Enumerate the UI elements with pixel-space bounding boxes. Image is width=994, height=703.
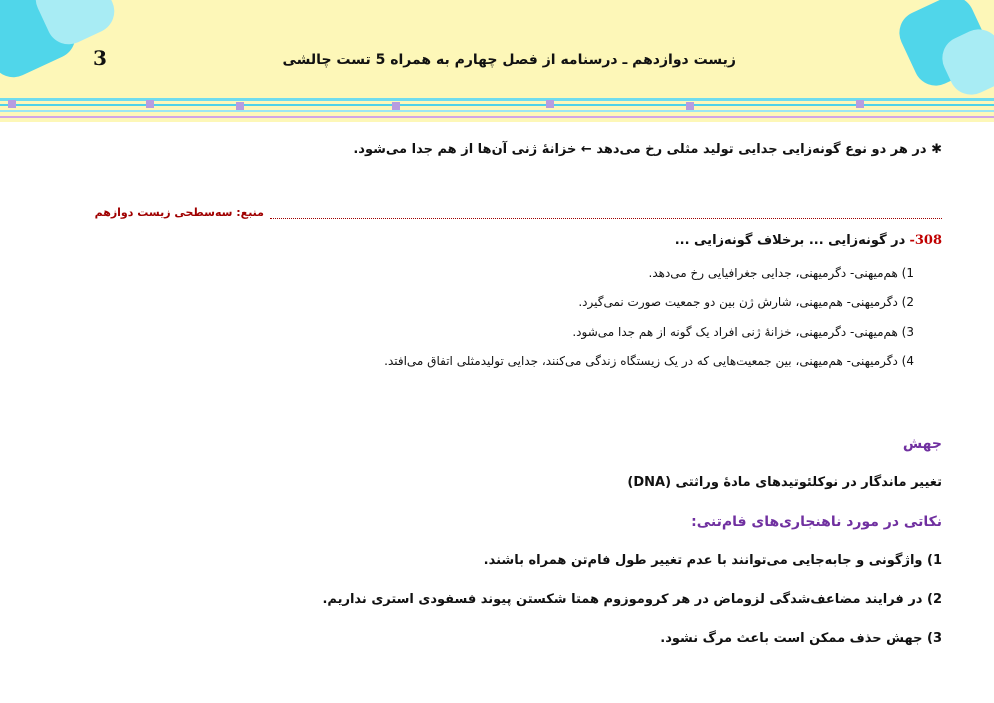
header-stripe <box>0 116 994 118</box>
source-label: منبع: سه‌سطحی زیست دوازهم <box>91 206 264 219</box>
header-tick <box>146 100 154 108</box>
question-number: 308- <box>909 233 942 248</box>
point-3: 3) جهش حذف ممکن است باعث مرگ نشود. <box>660 631 942 646</box>
page-title: زیست دوازدهم ـ درسنامه از فصل چهارم به همراه 5 تست چالشی <box>282 52 736 68</box>
page-number: 3 <box>93 46 107 70</box>
section-subheading: نکاتی در مورد ناهنجاری‌های فام‌تنی: <box>691 514 942 530</box>
question-text: در گونه‌زایی ... برخلاف گونه‌زایی ... <box>674 233 906 248</box>
section-heading: جهش <box>902 436 942 452</box>
page-header <box>0 0 994 122</box>
header-tick <box>236 102 244 110</box>
question-stem <box>675 233 942 248</box>
header-tick <box>392 102 400 110</box>
header-tick <box>856 100 864 108</box>
header-tick <box>8 100 16 108</box>
option-3: 3) هم‌میهنی- دگرمیهنی، خزانهٔ ژنی افراد یک گونه از هم جدا می‌شود. <box>572 325 914 339</box>
option-4: 4) دگرمیهنی- هم‌میهنی، بین جمعیت‌هایی که در یک زیستگاه زندگی می‌کنند، جدایی تولیدمثلی اتفاق می‌افتد. <box>384 354 914 368</box>
option-2: 2) دگرمیهنی- هم‌میهنی، شارش ژن بین دو جمعیت صورت نمی‌گیرد. <box>578 295 914 309</box>
header-stripe <box>0 110 994 112</box>
section-definition: تغییر ماندگار در نوکلئوتیدهای مادهٔ وراثتی (DNA) <box>627 475 942 490</box>
point-1: 1) واژگونی و جابه‌جایی می‌توانند با عدم تغییر طول فام‌تن همراه باشند. <box>483 553 942 568</box>
header-tick <box>686 102 694 110</box>
intro-note: ✱ در هر دو نوع گونه‌زایی جدایی تولید مثلی رخ می‌دهد ← خزانهٔ ژنی آن‌ها از هم جدا می‌شود. <box>353 142 942 157</box>
header-tick <box>546 100 554 108</box>
point-2: 2) در فرایند مضاعف‌شدگی لزوماض در هر کروموزوم همتا شکستن پیوند فسفودی استری نداریم. <box>322 592 942 607</box>
option-1: 1) هم‌میهنی- دگرمیهنی، جدایی جغرافیایی رخ می‌دهد. <box>648 266 914 280</box>
source-dotted-line <box>270 208 942 219</box>
